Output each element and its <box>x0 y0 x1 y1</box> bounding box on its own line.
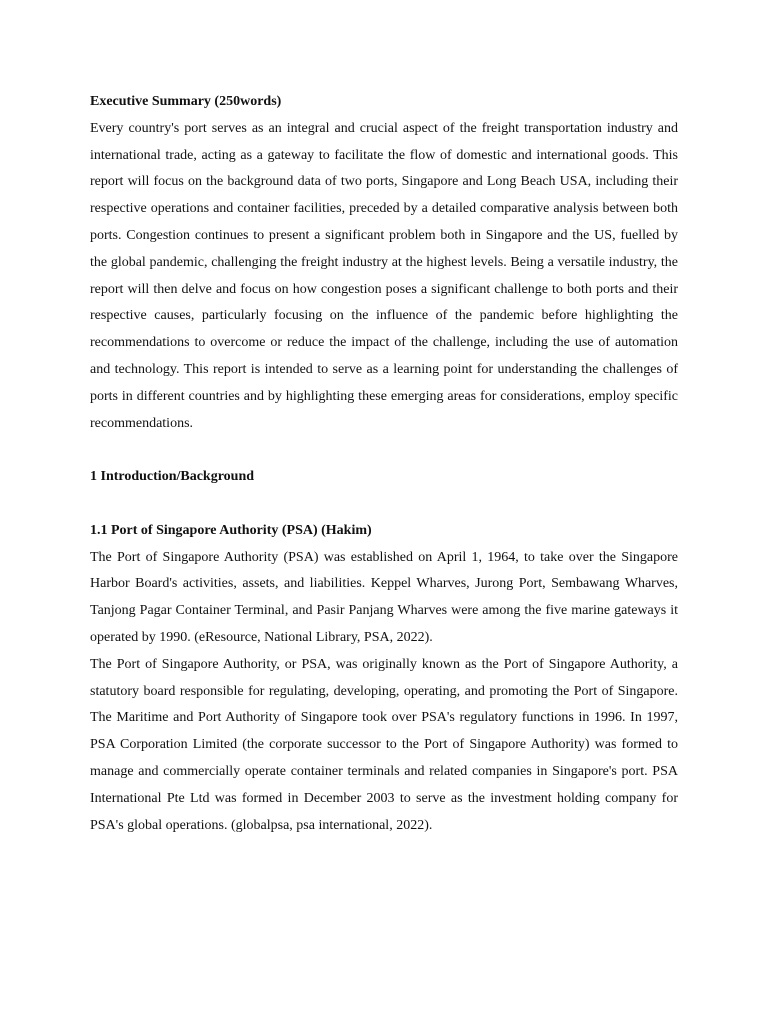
executive-summary-heading: Executive Summary (250words) <box>90 94 282 109</box>
introduction-heading: 1 Introduction/Background <box>90 469 255 485</box>
psa-heading: 1.1 Port of Singapore Authority (PSA) (Hakim) <box>90 522 372 538</box>
psa-paragraph-2: The Port of Singapore Authority, or PSA, was originally known as the Port of Singapore Authority, a statutory board responsible for regulating, developing, operating, and promoting the Port of Singapore. The Maritime and Port Authority of Singapore took over PSA's regulatory functions in 1996. In 1997, PSA Corporation Limited (the corporate successor to the Port of Singapore Authority) was formed to manage and commercially operate container terminals and related companies in Singapore's port. PSA International Pte Ltd was formed in December 2003 to serve as the investment holding company for PSA's global operations. (globalpsa, psa international, 2022). <box>90 656 678 833</box>
executive-summary-body: Every country's port serves as an integral and crucial aspect of the freight transportation industry and international trade, acting as a gateway to facilitate the flow of domestic and international goods. This report will focus on the background data of two ports, Singapore and Long Beach USA, including their respective operations and container facilities, preceded by a detailed comparative analysis between both ports. Congestion continues to present a significant problem both in Singapore and the US, fuelled by the global pandemic, challenging the freight industry at the highest levels. Being a versatile industry, the report will then delve and focus on how congestion poses a significant challenge to both ports and their respective causes, particularly focusing on the influence of the pandemic before highlighting the recommendations to overcome or reduce the impact of the challenge, including the use of automation and technology. This report is intended to serve as a learning point for understanding the challenges of ports in different countries and by highlighting these emerging areas for considerations, employ specific recommendations. <box>90 120 678 431</box>
document-page <box>90 89 678 839</box>
section-spacer <box>90 437 678 464</box>
psa-paragraph-1: The Port of Singapore Authority (PSA) was established on April 1, 1964, to take over the Singapore Harbor Board's activities, assets, and liabilities. Keppel Wharves, Jurong Port, Sembawang Wharves, Tanjong Pagar Container Terminal, and Pasir Panjang Wharves were among the five marine gateways it operated by 1990. (eResource, National Library, PSA, 2022). <box>90 549 678 645</box>
section-spacer <box>90 491 678 518</box>
